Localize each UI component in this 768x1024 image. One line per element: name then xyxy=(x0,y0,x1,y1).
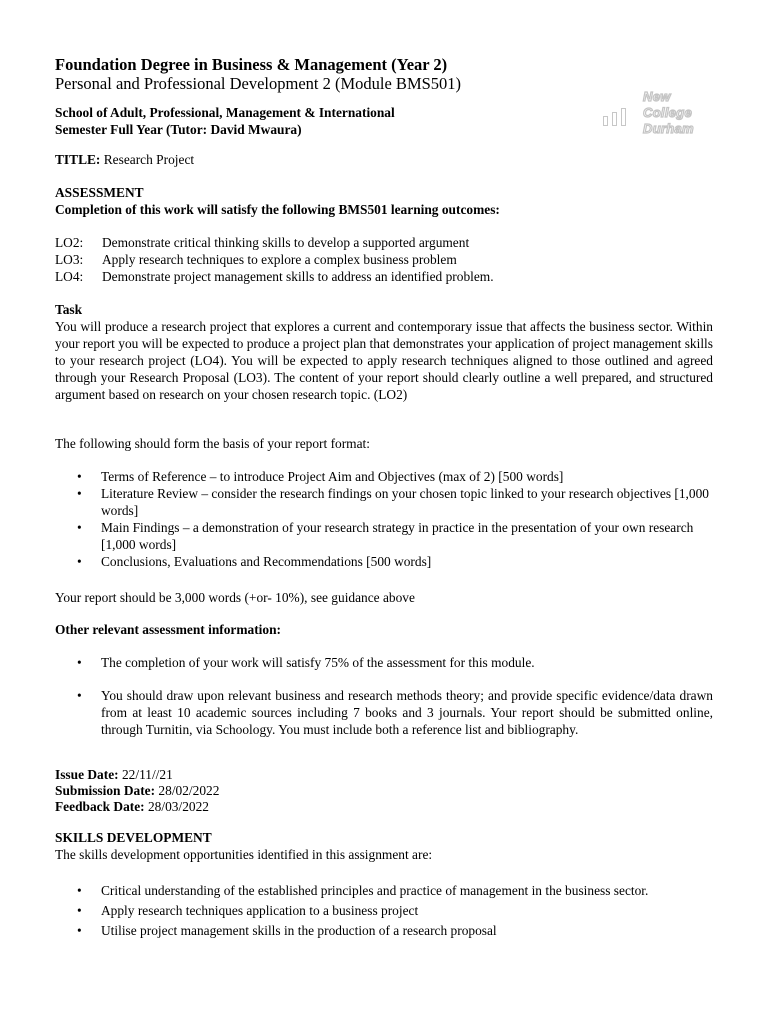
skills-list xyxy=(55,881,713,941)
format-intro: The following should form the basis of your report format: xyxy=(55,436,370,451)
bullet-icon: • xyxy=(77,923,82,938)
outcome-text: Demonstrate critical thinking skills to develop a supported argument xyxy=(102,235,470,250)
outcome-text: Demonstrate project management skills to address an identified problem. xyxy=(102,269,494,284)
logo-bars-icon xyxy=(603,108,635,126)
feedback-date xyxy=(55,798,713,815)
bullet-icon: • xyxy=(77,655,82,670)
issue-date xyxy=(55,766,713,783)
submission-date xyxy=(55,782,713,799)
learning-outcome xyxy=(55,268,713,285)
submission-date-value: 28/02/2022 xyxy=(155,783,220,798)
assessment-intro: Completion of this work will satisfy the following BMS501 learning outcomes: xyxy=(55,202,500,217)
issue-date-label: Issue Date: xyxy=(55,767,119,782)
logo-word-durham: Durham xyxy=(643,121,694,136)
other-info-heading: Other relevant assessment information: xyxy=(55,622,281,637)
bullet-icon: • xyxy=(77,903,82,918)
list-item: • Utilise project management skills in the production of a research proposal xyxy=(55,921,713,941)
feedback-date-value: 28/03/2022 xyxy=(144,799,209,814)
module-title: Personal and Professional Development 2 (Module BMS501) xyxy=(55,74,462,93)
outcome-text: Apply research techniques to explore a complex business problem xyxy=(102,252,457,267)
list-item: • Conclusions, Evaluations and Recommendations [500 words] xyxy=(77,554,432,569)
bullet-icon: • xyxy=(77,688,82,703)
outcome-code: LO3: xyxy=(55,252,84,267)
submission-date-label: Submission Date: xyxy=(55,783,156,798)
learning-outcomes-list xyxy=(55,234,713,285)
word-count-note: Your report should be 3,000 words (+or- 10%), see guidance above xyxy=(55,590,415,605)
title-value: Research Project xyxy=(100,152,195,167)
list-item: • Apply research techniques application to a business project xyxy=(55,901,713,921)
list-item: • Critical understanding of the established principles and practice of management in the business sector. xyxy=(55,881,713,901)
college-logo xyxy=(603,90,715,140)
outcome-code: LO2: xyxy=(55,235,84,250)
document-title: Foundation Degree in Business & Management (Year 2) xyxy=(55,55,448,74)
other-info-list xyxy=(55,654,713,671)
bullet-icon: • xyxy=(77,554,82,569)
title-label: TITLE: xyxy=(55,152,101,167)
task-heading: Task xyxy=(55,302,83,317)
list-item: • Main Findings – a demonstration of your research strategy in practice in the presentation of your own research [1,000 words] xyxy=(77,520,694,552)
task-body: You will produce a research project that explores a current and contemporary issue that affects the business sector. Within your report you will be expected to produce a project plan that demonstrates your application of project management skills to your research project (LO4). You will be expected to apply research techniques aligned to those outlined and agreed through your Research Proposal (LO3). The content of your report should clearly outline a well prepared, and structured argument based on research on your chosen research topic. (LO2) xyxy=(55,319,713,402)
assessment-heading: ASSESSMENT xyxy=(55,185,144,200)
school-line: School of Adult, Professional, Management & International xyxy=(55,105,395,120)
logo-word-new: New xyxy=(643,89,671,104)
list-item: • You should draw upon relevant business and research methods theory; and provide specific evidence/data drawn from at least 10 academic sources including 7 books and 3 journals. Your report should be submitted online, through Turnitin, via Schoology. You must include both a reference list and bibliography. xyxy=(77,688,713,737)
semester-line: Semester Full Year (Tutor: David Mwaura) xyxy=(55,122,302,137)
other-info-list-2 xyxy=(55,687,713,738)
bullet-icon: • xyxy=(77,469,82,484)
title-line xyxy=(55,151,713,168)
issue-date-value: 22/11//21 xyxy=(118,767,173,782)
format-list xyxy=(55,468,713,570)
list-item: • The completion of your work will satisfy 75% of the assessment for this module. xyxy=(77,655,535,670)
skills-intro: The skills development opportunities identified in this assignment are: xyxy=(55,847,433,862)
learning-outcome xyxy=(55,251,713,268)
learning-outcome xyxy=(55,234,713,251)
logo-word-college: College xyxy=(643,105,693,120)
list-item: • Terms of Reference – to introduce Project Aim and Objectives (max of 2) [500 words] xyxy=(77,469,564,484)
bullet-icon: • xyxy=(77,883,82,898)
outcome-code: LO4: xyxy=(55,269,84,284)
bullet-icon: • xyxy=(77,520,82,535)
feedback-date-label: Feedback Date: xyxy=(55,799,145,814)
skills-heading: SKILLS DEVELOPMENT xyxy=(55,830,212,845)
bullet-icon: • xyxy=(77,486,82,501)
list-item: • Literature Review – consider the research findings on your chosen topic linked to your research objectives [1,000 words] xyxy=(77,486,709,518)
